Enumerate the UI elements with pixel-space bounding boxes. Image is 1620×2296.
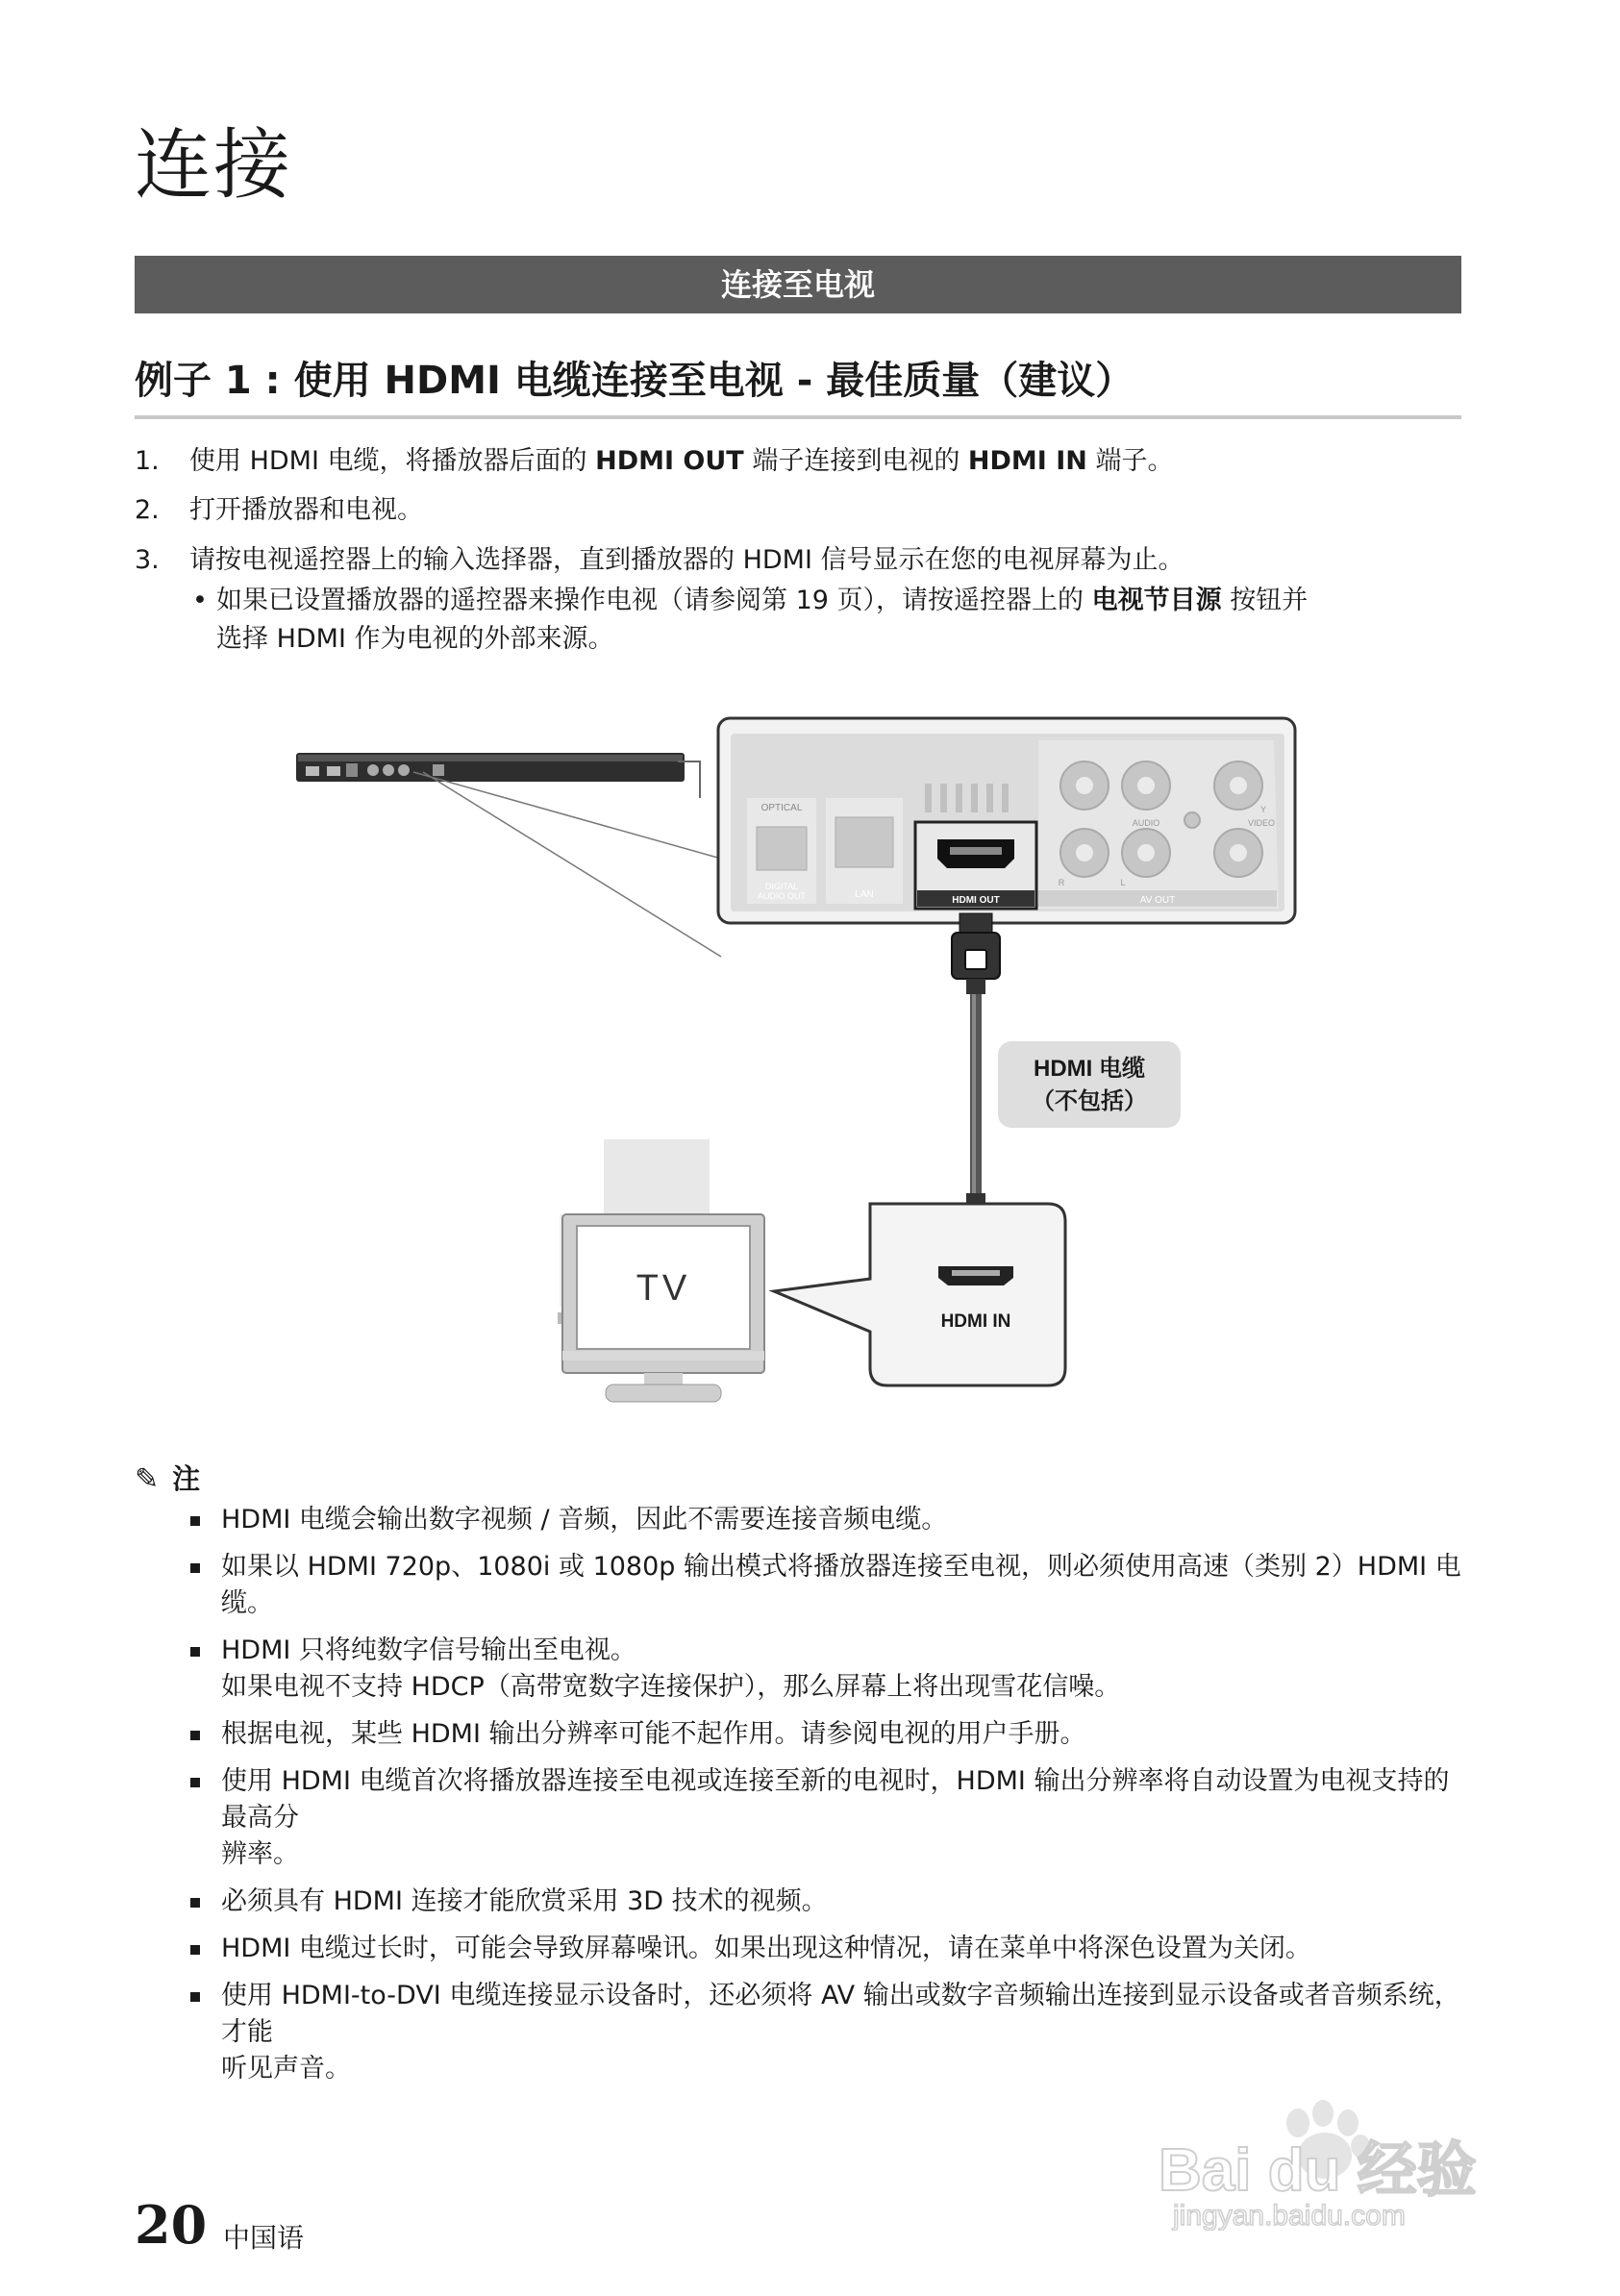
cable-label: HDMI 电缆 bbox=[1034, 1056, 1145, 1082]
cable-label-note: （不包括） bbox=[1032, 1088, 1147, 1114]
tv-label: TV bbox=[636, 1268, 691, 1309]
square-bullet-icon bbox=[190, 1516, 200, 1526]
watermark-logo: Bai du 经验 bbox=[1159, 2137, 1477, 2204]
cable-label-bubble bbox=[998, 1041, 1181, 1128]
note-item: HDMI 电缆会输出数字视频 / 音频，因此不需要连接音频电缆。 bbox=[183, 1502, 1471, 1538]
page-language: 中国语 bbox=[223, 2222, 305, 2254]
note-header bbox=[135, 1458, 200, 1497]
av-out-label: AV OUT bbox=[1139, 895, 1176, 906]
baidu-watermark bbox=[1154, 2086, 1558, 2231]
step-text: 使用 HDMI 电缆，将播放器后面的 HDMI OUT 端子连接到电视的 HDMI IN 端子。 bbox=[189, 446, 1174, 476]
watermark-url: jingyan.baidu.com bbox=[1173, 2200, 1406, 2231]
step-3-bullet bbox=[192, 582, 1461, 659]
pencil-icon: ✎ bbox=[135, 1462, 160, 1496]
step-number: 2. bbox=[135, 495, 160, 525]
hdmi-out-label: HDMI OUT bbox=[952, 895, 1000, 906]
hdmi-in-callout bbox=[774, 1204, 1065, 1385]
audio-out-label: AUDIO OUT bbox=[757, 891, 807, 901]
square-bullet-icon bbox=[190, 1563, 200, 1573]
page-title: 连接 bbox=[135, 120, 292, 210]
audio-label: AUDIO bbox=[1132, 818, 1160, 828]
player-device bbox=[296, 753, 700, 798]
note-item: 根据电视，某些 HDMI 输出分辨率可能不起作用。请参阅电视的用户手册。 bbox=[183, 1716, 1471, 1753]
zoom-line bbox=[423, 772, 721, 957]
heading-rule bbox=[135, 415, 1461, 419]
step-3 bbox=[135, 541, 1461, 580]
page-number: 20 bbox=[135, 2194, 208, 2256]
square-bullet-icon bbox=[190, 1731, 200, 1740]
step-number: 3. bbox=[135, 545, 160, 575]
square-bullet-icon bbox=[190, 1647, 200, 1657]
note-item: HDMI 电缆过长时，可能会导致屏幕噪讯。如果出现这种情况，请在菜单中将深色设置为关闭。 bbox=[183, 1931, 1471, 1967]
y-label: Y bbox=[1259, 805, 1267, 814]
step-1 bbox=[135, 442, 1461, 481]
notes-list bbox=[183, 1502, 1471, 2098]
tv-device bbox=[558, 1139, 764, 1402]
note-item: 使用 HDMI 电缆首次将播放器连接至电视或连接至新的电视时，HDMI 输出分辨率将自动设置为电视支持的最高分 辨率。 bbox=[183, 1763, 1471, 1873]
zoom-line bbox=[413, 772, 721, 859]
square-bullet-icon bbox=[190, 1898, 200, 1908]
step-text: 打开播放器和电视。 bbox=[189, 495, 423, 525]
note-item: 使用 HDMI-to-DVI 电缆连接显示设备时，还必须将 AV 输出或数字音频输出连接到显示设备或者音频系统，才能 听见声音。 bbox=[183, 1978, 1471, 2087]
l-label: L bbox=[1120, 878, 1126, 887]
bullet-dot: • bbox=[192, 586, 208, 615]
player-back-panel bbox=[718, 718, 1295, 923]
square-bullet-icon bbox=[190, 1992, 200, 2002]
section-bar: 连接至电视 bbox=[135, 256, 1461, 313]
note-item: 如果以 HDMI 720p、1080i 或 1080p 输出模式将播放器连接至电视，则必须使用高速（类别 2）HDMI 电缆。 bbox=[183, 1549, 1471, 1622]
connection-diagram bbox=[288, 716, 1308, 1433]
digital-label: DIGITAL bbox=[764, 882, 799, 891]
r-label: R bbox=[1058, 878, 1065, 887]
square-bullet-icon bbox=[190, 1945, 200, 1955]
optical-label: OPTICAL bbox=[760, 803, 803, 813]
square-bullet-icon bbox=[190, 1778, 200, 1787]
bullet-text: 如果已设置播放器的遥控器来操作电视（请参阅第 19 页），请按遥控器上的 电视节目源 按钮并 选择 HDMI 作为电视的外部来源。 bbox=[216, 586, 1308, 654]
note-item: HDMI 只将纯数字信号输出至电视。 如果电视不支持 HDCP（高带宽数字连接保护），那么屏幕上将出现雪花信噪。 bbox=[183, 1633, 1471, 1706]
video-label: VIDEO bbox=[1247, 818, 1276, 828]
step-2 bbox=[135, 491, 1461, 530]
step-text: 请按电视遥控器上的输入选择器，直到播放器的 HDMI 信号显示在您的电视屏幕为止。 bbox=[189, 545, 1184, 575]
hdmi-in-label: HDMI IN bbox=[940, 1311, 1011, 1332]
step-number: 1. bbox=[135, 446, 160, 476]
lan-label: LAN bbox=[855, 889, 874, 900]
note-title: 注 bbox=[172, 1462, 201, 1495]
example-heading: 例子 1 : 使用 HDMI 电缆连接至电视 - 最佳质量（建议） bbox=[135, 359, 1134, 403]
note-item: 必须具有 HDMI 连接才能欣赏采用 3D 技术的视频。 bbox=[183, 1884, 1471, 1920]
